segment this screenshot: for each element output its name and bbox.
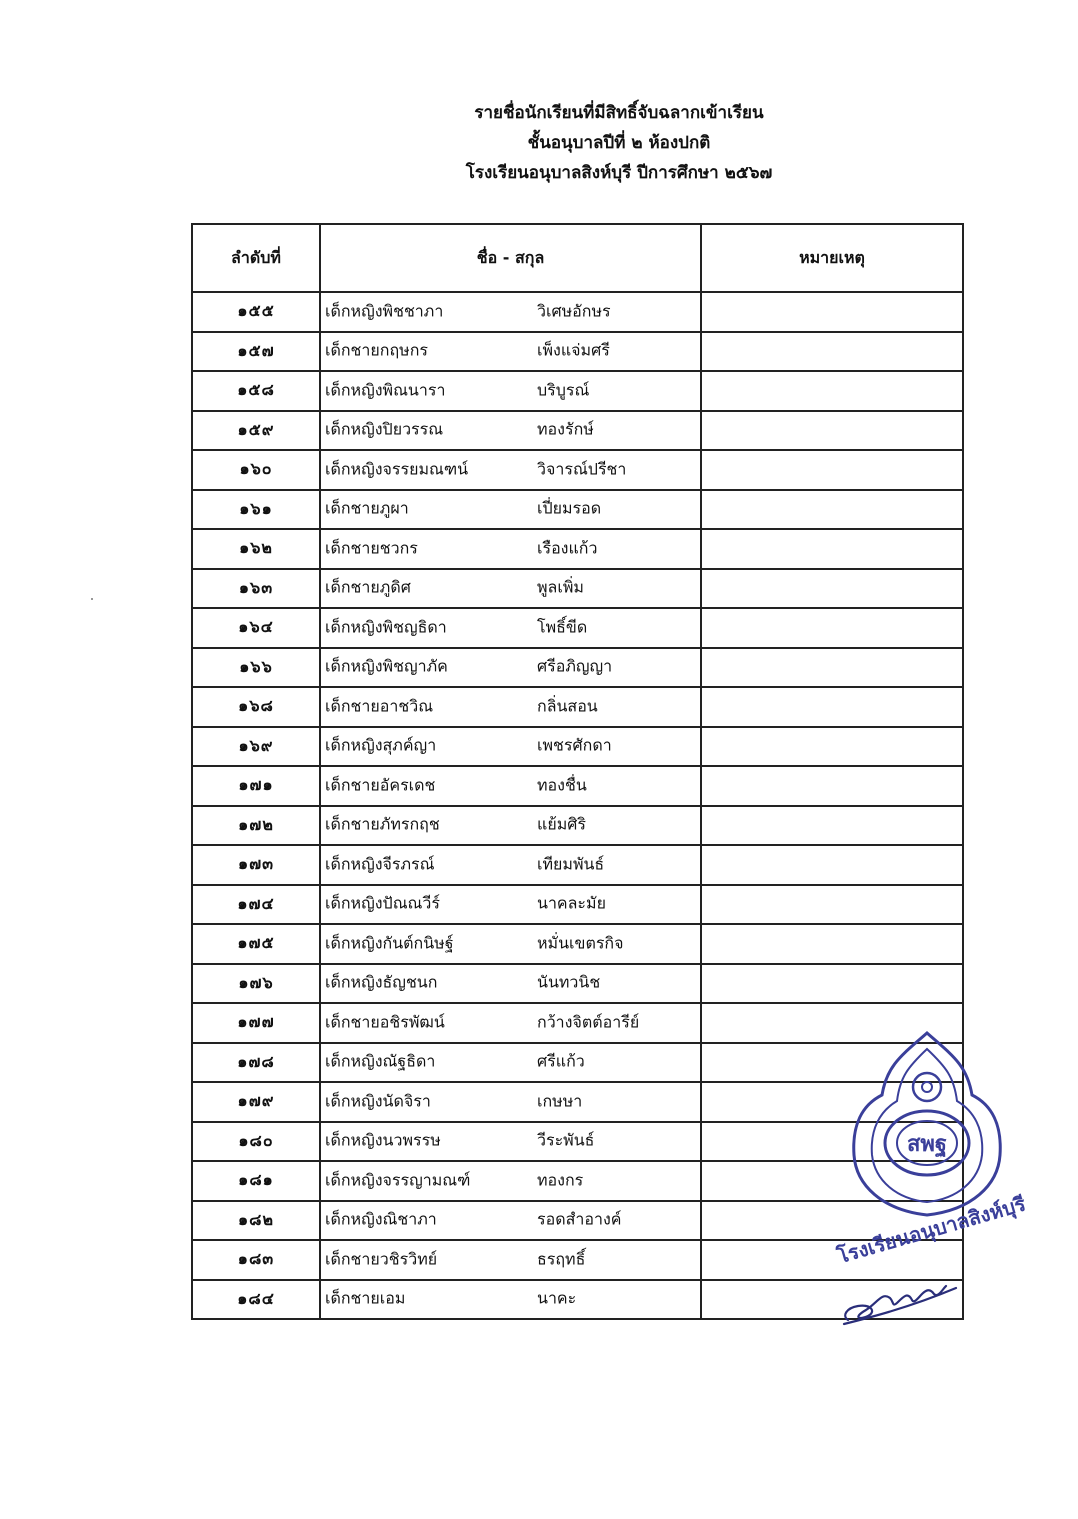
table-row bbox=[192, 727, 963, 767]
note-cell bbox=[701, 450, 963, 490]
row-number: ๑๗๒ bbox=[192, 806, 320, 846]
student-name-cell bbox=[320, 1280, 701, 1320]
row-number: ๑๖๔ bbox=[192, 608, 320, 648]
note-cell bbox=[701, 924, 963, 964]
row-number: ๑๖๐ bbox=[192, 450, 320, 490]
student-first-name: เด็กหญิงณิชาภา bbox=[325, 1209, 437, 1229]
row-number: ๑๖๒ bbox=[192, 529, 320, 569]
student-first-name: เด็กชายภัทรกฤช bbox=[325, 814, 440, 834]
student-first-name: เด็กหญิงพิชญธิดา bbox=[325, 617, 447, 637]
student-first-name: เด็กหญิงณัฐธิดา bbox=[325, 1051, 436, 1071]
student-first-name: เด็กหญิงจรรยมณฑน์ bbox=[325, 459, 469, 479]
document-header bbox=[0, 98, 1078, 188]
student-first-name: เด็กชายวชิรวิทย์ bbox=[325, 1249, 438, 1269]
student-first-name: เด็กหญิงนัดจิรา bbox=[325, 1091, 431, 1111]
student-name-cell bbox=[320, 687, 701, 727]
student-last-name: รอดสำอางค์ bbox=[537, 1209, 622, 1229]
table-row bbox=[192, 885, 963, 925]
row-number: ๑๘๔ bbox=[192, 1280, 320, 1320]
student-last-name: ศรีอภิญญา bbox=[537, 656, 613, 676]
column-header-note: หมายเหตุ bbox=[701, 224, 963, 292]
student-name-cell bbox=[320, 885, 701, 925]
student-first-name: เด็กชายชวกร bbox=[325, 538, 418, 558]
table-row bbox=[192, 490, 963, 530]
note-cell bbox=[701, 845, 963, 885]
table-row bbox=[192, 924, 963, 964]
document-subtitle: ชั้นอนุบาลปีที่ ๒ ห้องปกติ bbox=[527, 133, 711, 153]
student-last-name: แย้มศิริ bbox=[537, 814, 586, 834]
student-name-cell bbox=[320, 924, 701, 964]
table-row bbox=[192, 845, 963, 885]
column-header-name: ชื่อ - สกุล bbox=[320, 224, 701, 292]
stamp-school-name: โรงเรียนอนุบาลสิงห์บุรี bbox=[834, 1191, 1029, 1269]
table-row bbox=[192, 648, 963, 688]
student-name-cell bbox=[320, 371, 701, 411]
note-cell bbox=[701, 766, 963, 806]
note-cell bbox=[701, 964, 963, 1004]
note-cell bbox=[701, 648, 963, 688]
row-number: ๑๖๓ bbox=[192, 569, 320, 609]
row-number: ๑๖๖ bbox=[192, 648, 320, 688]
student-last-name: กว้างจิตต์อารีย์ bbox=[537, 1012, 640, 1032]
student-first-name: เด็กหญิงปัณณวีร์ bbox=[325, 893, 440, 913]
note-cell bbox=[701, 292, 963, 332]
note-cell bbox=[701, 608, 963, 648]
student-last-name: นาคละมัย bbox=[537, 893, 606, 913]
student-last-name: ศรีแก้ว bbox=[537, 1051, 585, 1071]
row-number: ๑๗๙ bbox=[192, 1082, 320, 1122]
table-row bbox=[192, 332, 963, 372]
note-cell bbox=[701, 885, 963, 925]
document-title: รายชื่อนักเรียนที่มีสิทธิ์จับฉลากเข้าเรียน bbox=[474, 103, 764, 123]
student-first-name: เด็กหญิงปิยวรรณ bbox=[325, 419, 444, 439]
student-last-name: เทียมพันธ์ bbox=[537, 854, 605, 874]
student-first-name: เด็กชายภูผา bbox=[325, 498, 409, 518]
student-last-name: เพ็งแจ่มศรี bbox=[537, 340, 610, 360]
row-number: ๑๖๙ bbox=[192, 727, 320, 767]
school-stamp bbox=[834, 1025, 1029, 1269]
student-last-name: ทองชื่น bbox=[537, 775, 587, 795]
signature bbox=[838, 1268, 963, 1338]
student-last-name: ทองกร bbox=[537, 1170, 584, 1190]
student-name-cell bbox=[320, 411, 701, 451]
student-name-cell bbox=[320, 1003, 701, 1043]
scan-speck bbox=[91, 598, 93, 600]
student-name-cell bbox=[320, 608, 701, 648]
note-cell bbox=[701, 569, 963, 609]
row-number: ๑๗๕ bbox=[192, 924, 320, 964]
student-name-cell bbox=[320, 1240, 701, 1280]
student-last-name: นันทวนิช bbox=[537, 972, 601, 992]
student-last-name: เพชรศักดา bbox=[537, 735, 612, 755]
student-last-name: วิเศษอักษร bbox=[537, 301, 611, 321]
table-row bbox=[192, 292, 963, 332]
row-number: ๑๕๙ bbox=[192, 411, 320, 451]
student-name-cell bbox=[320, 1201, 701, 1241]
student-last-name: กลิ่นสอน bbox=[537, 696, 598, 716]
row-number: ๑๘๒ bbox=[192, 1201, 320, 1241]
note-cell bbox=[701, 529, 963, 569]
student-last-name: ธรฤทธิ์ bbox=[537, 1249, 586, 1269]
table-header-row bbox=[192, 224, 963, 292]
note-cell bbox=[701, 727, 963, 767]
row-number: ๑๗๗ bbox=[192, 1003, 320, 1043]
student-name-cell bbox=[320, 766, 701, 806]
table-row bbox=[192, 569, 963, 609]
note-cell bbox=[701, 371, 963, 411]
row-number: ๑๗๘ bbox=[192, 1043, 320, 1083]
row-number: ๑๘๐ bbox=[192, 1122, 320, 1162]
student-name-cell bbox=[320, 332, 701, 372]
row-number: ๑๖๘ bbox=[192, 687, 320, 727]
stamp-monogram: สพฐ bbox=[906, 1132, 948, 1157]
student-last-name: เรืองแก้ว bbox=[537, 538, 598, 558]
student-first-name: เด็กหญิงสุภค์ญา bbox=[325, 735, 437, 755]
student-first-name: เด็กชายเอม bbox=[325, 1288, 406, 1308]
table-row bbox=[192, 411, 963, 451]
table-row bbox=[192, 687, 963, 727]
student-last-name: โพธิ์ขีด bbox=[537, 617, 588, 637]
table-row bbox=[192, 608, 963, 648]
column-header-number: ลำดับที่ bbox=[192, 224, 320, 292]
row-number: ๑๘๓ bbox=[192, 1240, 320, 1280]
student-last-name: เกษษา bbox=[537, 1091, 583, 1111]
student-first-name: เด็กชายอัครเดช bbox=[325, 775, 436, 795]
student-first-name: เด็กชายภูดิศ bbox=[325, 577, 411, 597]
student-name-cell bbox=[320, 648, 701, 688]
table-row bbox=[192, 529, 963, 569]
row-number: ๑๕๕ bbox=[192, 292, 320, 332]
student-name-cell bbox=[320, 1122, 701, 1162]
table-row bbox=[192, 964, 963, 1004]
note-cell bbox=[701, 332, 963, 372]
note-cell bbox=[701, 806, 963, 846]
school-year-line: โรงเรียนอนุบาลสิงห์บุรี ปีการศึกษา ๒๕๖๗ bbox=[465, 163, 773, 183]
student-name-cell bbox=[320, 1161, 701, 1201]
student-last-name: พูลเพิ่ม bbox=[537, 577, 584, 597]
note-cell bbox=[701, 687, 963, 727]
student-first-name: เด็กหญิงนวพรรษ bbox=[325, 1130, 441, 1150]
student-last-name: หมั่นเขตรกิจ bbox=[537, 933, 624, 953]
student-name-cell bbox=[320, 569, 701, 609]
student-name-cell bbox=[320, 529, 701, 569]
student-last-name: เปี่ยมรอด bbox=[537, 498, 602, 518]
row-number: ๑๖๑ bbox=[192, 490, 320, 530]
table-row bbox=[192, 450, 963, 490]
row-number: ๑๗๔ bbox=[192, 885, 320, 925]
row-number: ๑๕๗ bbox=[192, 332, 320, 372]
student-first-name: เด็กหญิงกันต์กนิษฐ์ bbox=[325, 933, 454, 953]
table-row bbox=[192, 766, 963, 806]
student-name-cell bbox=[320, 1082, 701, 1122]
student-name-cell bbox=[320, 490, 701, 530]
student-last-name: วิจารณ์ปรีชา bbox=[537, 459, 627, 479]
row-number: ๑๗๓ bbox=[192, 845, 320, 885]
note-cell bbox=[701, 411, 963, 451]
table-row bbox=[192, 806, 963, 846]
student-first-name: เด็กชายอชิรพัฒน์ bbox=[325, 1012, 445, 1032]
student-name-cell bbox=[320, 450, 701, 490]
student-first-name: เด็กชายอาชวิณ bbox=[325, 696, 434, 716]
student-name-cell bbox=[320, 727, 701, 767]
row-number: ๑๗๖ bbox=[192, 964, 320, 1004]
student-name-cell bbox=[320, 806, 701, 846]
row-number: ๑๘๑ bbox=[192, 1161, 320, 1201]
student-first-name: เด็กหญิงพิณนารา bbox=[325, 380, 446, 400]
note-cell bbox=[701, 490, 963, 530]
student-first-name: เด็กชายกฤษกร bbox=[325, 340, 428, 360]
student-name-cell bbox=[320, 292, 701, 332]
student-first-name: เด็กหญิงจีรภรณ์ bbox=[325, 854, 435, 874]
student-first-name: เด็กหญิงจรรญามณฑ์ bbox=[325, 1170, 471, 1190]
student-name-cell bbox=[320, 1043, 701, 1083]
student-name-cell bbox=[320, 964, 701, 1004]
student-last-name: ทองรักษ์ bbox=[537, 419, 594, 439]
table-row bbox=[192, 371, 963, 411]
student-name-cell bbox=[320, 845, 701, 885]
student-first-name: เด็กหญิงพิชชาภา bbox=[325, 301, 444, 321]
student-first-name: เด็กหญิงธัญชนก bbox=[325, 972, 438, 992]
student-last-name: วีระพันธ์ bbox=[537, 1130, 595, 1150]
student-first-name: เด็กหญิงพิชญาภัค bbox=[325, 656, 448, 676]
row-number: ๑๗๑ bbox=[192, 766, 320, 806]
student-last-name: บริบูรณ์ bbox=[537, 380, 590, 400]
student-last-name: นาคะ bbox=[537, 1288, 577, 1308]
row-number: ๑๕๘ bbox=[192, 371, 320, 411]
